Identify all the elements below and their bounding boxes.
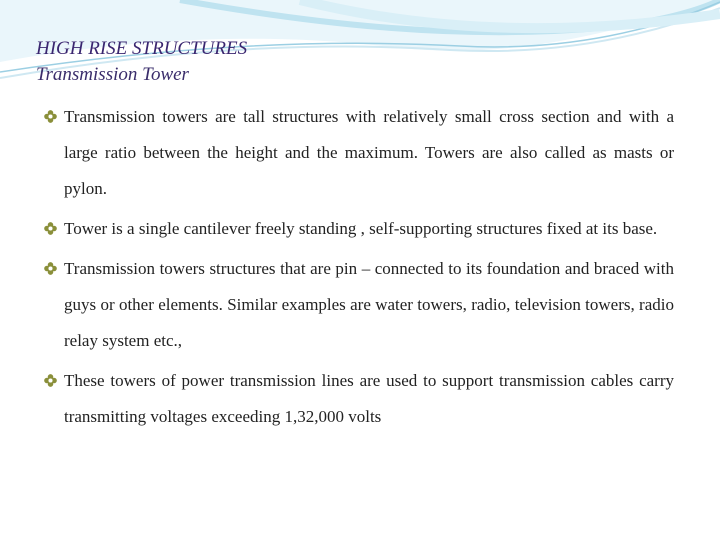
flower-bullet-icon (44, 222, 57, 235)
bullet-item (44, 363, 674, 435)
bullet-item (44, 99, 674, 207)
bullet-text: These towers of power transmission lines are used to support transmission cables carry transmitting voltages exceeding 1,32,000 volts (64, 371, 674, 426)
bullet-text: Transmission towers structures that are pin – connected to its foundation and braced with guys or other elements. Similar examples are water towers, radio, television towers, radio relay system etc., (64, 259, 674, 350)
bullet-list (44, 99, 674, 439)
slide-subtitle: Transmission Tower (36, 64, 189, 85)
bullet-text: Transmission towers are tall structures with relatively small cross section and with a large ratio between the height and the maximum. Towers are also called as masts or pylon. (64, 107, 674, 198)
title-block (36, 36, 696, 88)
flower-bullet-icon (44, 110, 57, 123)
flower-bullet-icon (44, 374, 57, 387)
bullet-item (44, 251, 674, 359)
bullet-item (44, 211, 674, 247)
slide-title: HIGH RISE STRUCTURES (36, 38, 248, 59)
flower-bullet-icon (44, 262, 57, 275)
bullet-text: Tower is a single cantilever freely standing , self-supporting structures fixed at its base. (64, 219, 658, 238)
